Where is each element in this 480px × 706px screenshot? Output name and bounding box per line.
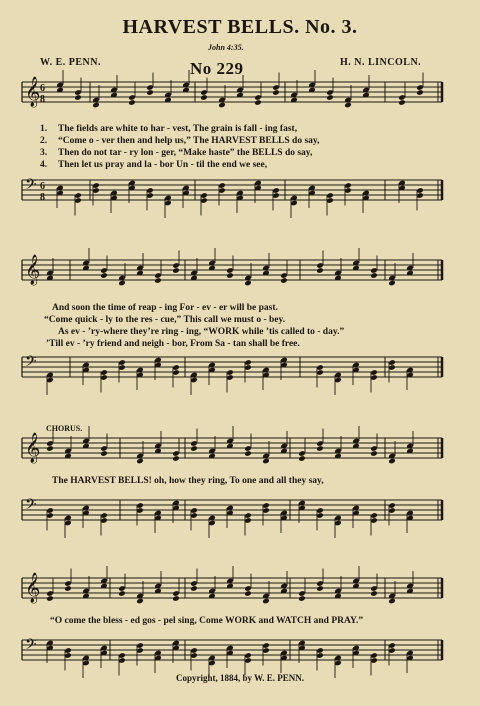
note-head — [398, 99, 406, 106]
note-head — [46, 445, 54, 452]
verse-2-line-2: “Come quick - ly to the res - cue,” This call we must o - bey. — [44, 315, 286, 325]
note-head — [74, 94, 82, 101]
verse-4-line-2: ’Till ev - ’ry friend and neigh - bor, From Sa - tan shall be free. — [46, 339, 300, 349]
note-head — [388, 458, 396, 465]
lyricist-credit: H. N. LINCOLN. — [340, 57, 422, 68]
note-head — [64, 585, 72, 592]
note-head — [200, 94, 208, 101]
note-head — [172, 455, 180, 462]
note-head — [326, 94, 334, 101]
note-head — [244, 590, 252, 597]
note-head — [262, 458, 270, 465]
note-head — [244, 450, 252, 457]
time-signature: 6 — [40, 181, 45, 192]
verse-2-line-1: “Come o - ver then and help us,” The HARVEST BELLS do say, — [58, 136, 320, 146]
copyright-notice: Copyright, 1884, by W. E. PENN. — [175, 673, 305, 683]
treble-clef: 𝄞 — [25, 433, 41, 463]
note-head — [316, 445, 324, 452]
treble-clef: 𝄞 — [25, 77, 41, 107]
treble-clef: 𝄞 — [25, 573, 41, 603]
bass-clef: 𝄢 — [25, 496, 37, 517]
note-head — [218, 102, 226, 109]
note-head — [136, 598, 144, 605]
note-head — [262, 598, 270, 605]
note-head — [118, 280, 126, 287]
note-head — [388, 598, 396, 605]
verse-4-line-1: Then let us pray and la - bor Un - til the end we see, — [58, 160, 268, 170]
note-head — [128, 99, 136, 106]
chorus-label: CHORUS. — [46, 424, 83, 433]
note-head — [100, 272, 108, 279]
note-head — [154, 277, 162, 284]
note-head — [244, 280, 252, 287]
note-head — [226, 272, 234, 279]
note-head — [298, 595, 306, 602]
note-head — [46, 595, 54, 602]
note-head — [298, 455, 306, 462]
verse-number: 3. — [40, 148, 48, 158]
note-head — [172, 267, 180, 274]
note-head — [254, 99, 262, 106]
treble-clef: 𝄞 — [25, 255, 41, 285]
note-head — [316, 585, 324, 592]
time-signature: 8 — [40, 192, 45, 203]
note-head — [370, 590, 378, 597]
hymn-title: HARVEST BELLS. No. 3. — [122, 16, 358, 38]
composer-credit: W. E. PENN. — [40, 57, 101, 68]
note-head — [370, 272, 378, 279]
time-signature: 8 — [40, 94, 45, 105]
note-head — [146, 89, 154, 96]
note-head — [272, 89, 280, 96]
note-head — [344, 102, 352, 109]
note-head — [190, 585, 198, 592]
note-head — [416, 89, 424, 96]
note-head — [172, 595, 180, 602]
chorus-line-2: “O come the bless - ed gos - pel sing, Come WORK and WATCH and PRAY.” — [50, 616, 364, 626]
bass-clef: 𝄢 — [25, 353, 37, 374]
hymn-number: No 229 — [190, 59, 244, 78]
note-head — [190, 445, 198, 452]
verse-1-line-2: And soon the time of reap - ing For - ev - er will be past. — [52, 303, 278, 313]
chorus-line-1: The HARVEST BELLS! oh, how they ring, To one and all they say, — [52, 476, 324, 486]
verse-number: 2. — [40, 136, 48, 146]
time-signature: 6 — [40, 83, 45, 94]
bass-clef: 𝄢 — [25, 176, 37, 197]
verse-3-line-1: Then do not tar - ry lon - ger, “Make haste” the BELLS do say, — [58, 148, 313, 158]
note-head — [280, 277, 288, 284]
note-head — [136, 458, 144, 465]
verse-number: 4. — [40, 160, 48, 170]
scripture-reference: John 4:35. — [208, 43, 244, 52]
note-head — [92, 102, 100, 109]
note-head — [370, 450, 378, 457]
verse-number: 1. — [40, 124, 48, 134]
bass-clef: 𝄢 — [25, 636, 37, 657]
note-head — [316, 267, 324, 274]
verse-3-line-2: As ev - ’ry-where they’re ring - ing, “WORK while ’tis called to - day.” — [58, 327, 345, 337]
note-head — [118, 590, 126, 597]
verse-1-line-1: The fields are white to har - vest, The grain is fall - ing fast, — [58, 124, 298, 134]
note-head — [100, 450, 108, 457]
note-head — [388, 280, 396, 287]
